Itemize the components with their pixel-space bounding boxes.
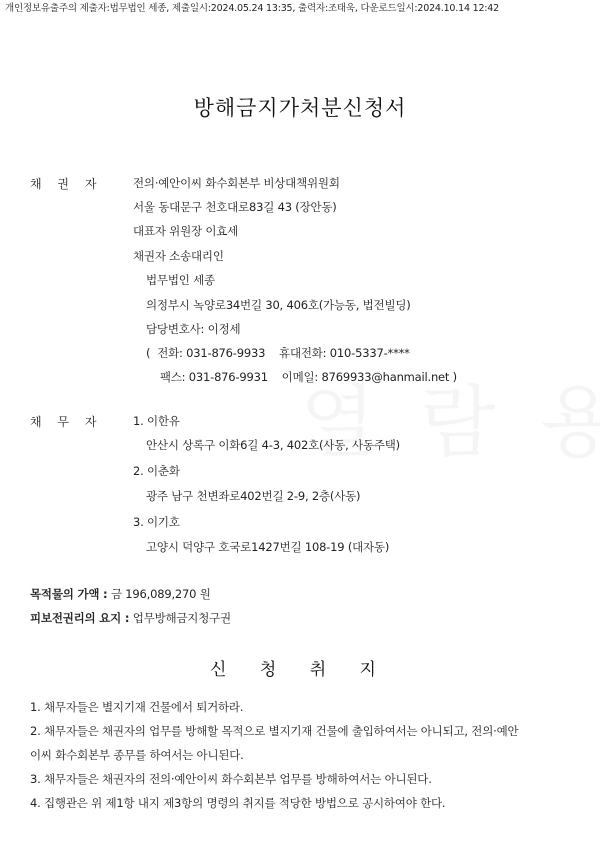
- value-row: [30, 586, 211, 602]
- creditor-label: 채 권 자: [30, 177, 103, 191]
- debtor-label: 채 무 자: [30, 415, 103, 429]
- agent-line: ( 전화: 031-876-9933 휴대전화: 010-5337-****: [146, 346, 410, 360]
- right-row: [30, 610, 231, 626]
- creditor-line: 서울 동대문구 천호대로83길 43 (장안동): [133, 200, 337, 214]
- value-amount: 금 196,089,270 원: [110, 587, 211, 601]
- debtor-name: 1. 이한유: [133, 414, 180, 428]
- purpose-line: 이씨 화수회본부 종무를 하여서는 아니된다.: [30, 748, 244, 762]
- purpose-line: 3. 채무자들은 채권자의 전의·예안이씨 화수회본부 업무를 방해하여서는 아니된다.: [30, 772, 432, 786]
- download-header: 개인정보유출주의 제출자:법무법인 세종, 제출일시:2024.05.24 13:35, 출력자:조태욱, 다운로드일시:2024.10.14 12:42: [5, 3, 499, 14]
- purpose-line: 2. 채무자들은 채권자의 업무를 방해할 목적으로 별지기재 건물에 출입하여서는 아니되고, 전의·예안: [30, 724, 519, 738]
- value-label: 목적물의 가액 :: [30, 587, 108, 601]
- purpose-line: 1. 채무자들은 별지기재 건물에서 퇴거하라.: [30, 700, 244, 714]
- debtor-address: 안산시 상록구 이화6길 4-3, 402호(사동, 사동주택): [146, 438, 400, 452]
- right-label: 피보전권리의 요지 :: [30, 611, 130, 625]
- agent-line: 법무법인 세종: [146, 273, 215, 287]
- right-text: 업무방해금지청구권: [132, 611, 231, 625]
- debtor-name: 3. 이기호: [133, 515, 180, 529]
- purpose-title: 신 청 취 지: [210, 660, 390, 680]
- document-title: 방해금지가처분신청서: [193, 96, 407, 120]
- creditor-line: 채권자 소송대리인: [133, 249, 224, 263]
- agent-line: 의정부시 녹양로34번길 30, 406호(가능동, 법전빌딩): [146, 298, 411, 312]
- creditor-line: 대표자 위원장 이효세: [133, 224, 239, 238]
- agent-line: 팩스: 031-876-9931 이메일: 8769933@hanmail.net ): [146, 370, 457, 384]
- debtor-address: 광주 남구 천변좌로402번길 2-9, 2층(사동): [146, 489, 361, 503]
- agent-line: 담당변호사: 이정세: [146, 322, 241, 336]
- debtor-address: 고양시 덕양구 호국로1427번길 108-19 (대자동): [146, 540, 390, 554]
- purpose-line: 4. 집행관은 위 제1항 내지 제3항의 명령의 취지를 적당한 방법으로 공시하여야 한다.: [30, 796, 446, 810]
- debtor-name: 2. 이춘화: [133, 464, 180, 478]
- creditor-line: 전의·예안이씨 화수회본부 비상대책위원회: [133, 176, 340, 190]
